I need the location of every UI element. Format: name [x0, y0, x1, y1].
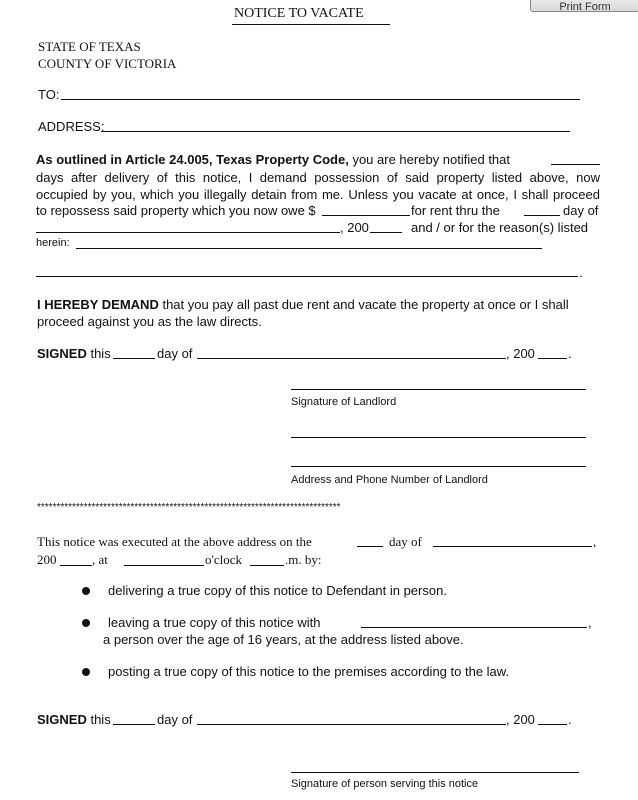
leave-comma: , — [588, 615, 592, 630]
signed2-period: . — [568, 712, 572, 727]
server-signature-field[interactable] — [291, 772, 579, 773]
exec-oclock-label: o'clock — [205, 552, 242, 567]
signed1-day-field[interactable] — [113, 358, 155, 359]
title-underline — [232, 24, 390, 25]
exec-line1b: day of — [389, 534, 422, 549]
signed1-bold: SIGNED — [37, 346, 87, 361]
exec-time-field[interactable] — [124, 565, 204, 566]
exec-year-label: 200 — [37, 552, 57, 567]
para1-line5b: and / or for the reason(s) listed — [411, 220, 589, 235]
reason-field-1[interactable] — [76, 248, 542, 249]
reason-field-2[interactable] — [36, 276, 578, 277]
exec-comma: , — [593, 534, 597, 549]
amount-owed-field[interactable] — [322, 215, 410, 216]
page-title: NOTICE TO VACATE — [234, 6, 364, 21]
signed2-dayof: day of — [157, 712, 193, 727]
para1-line1 — [36, 152, 510, 167]
address-field[interactable] — [101, 131, 570, 132]
signed2-year-field[interactable] — [538, 724, 567, 725]
leave-with-name-field[interactable] — [361, 627, 587, 628]
to-label: TO: — [38, 87, 60, 102]
article-reference: As outlined in Article 24.005, Texas Property Code, — [36, 152, 349, 167]
method-in-person: delivering a true copy of this notice to Defendant in person. — [108, 583, 447, 598]
para1-line3: occupied by you, which you illegally detain from me. Unless you vacate at once, I shall proceed — [36, 187, 600, 202]
server-signature-label: Signature of person serving this notice — [291, 778, 479, 790]
signed1-this: this — [90, 346, 111, 361]
para2-line1 — [37, 297, 569, 312]
signed1-dayof: day of — [157, 346, 193, 361]
signed2-month-field[interactable] — [197, 724, 506, 725]
exec-line1a: This notice was executed at the above address on the — [37, 534, 312, 549]
exec-month-field[interactable] — [433, 546, 592, 547]
print-form-button[interactable]: Print Form — [530, 0, 638, 12]
para2-line2: proceed against you as the law directs. — [37, 314, 262, 329]
signed2-bold: SIGNED — [37, 712, 87, 727]
rent-thru-day-field[interactable] — [524, 215, 560, 216]
bullet-icon — [82, 619, 90, 627]
para1-line5a: , 200 — [340, 220, 369, 235]
signed1-label — [37, 346, 111, 361]
exec-ampm-field[interactable] — [250, 565, 284, 566]
days-field[interactable] — [551, 164, 600, 165]
signed1-period: . — [568, 346, 572, 361]
rent-thru-month-field[interactable] — [36, 232, 340, 233]
para1-line2: days after delivery of this notice, I demand possession of said property listed above, now — [36, 170, 600, 185]
para1-line4c: day of — [563, 203, 599, 218]
rent-thru-year-field[interactable] — [370, 232, 402, 233]
state-label: STATE OF TEXAS — [38, 39, 141, 54]
landlord-signature-field[interactable] — [291, 389, 586, 390]
signed1-year-field[interactable] — [538, 358, 567, 359]
method-posting: posting a true copy of this notice to the premises according to the law. — [108, 664, 510, 679]
herein-label: herein: — [36, 237, 70, 249]
signed2-label — [37, 712, 111, 727]
exec-by-label: .m. by: — [285, 552, 322, 567]
para1-line1-text: you are hereby notified that — [352, 152, 511, 167]
bullet-icon — [82, 587, 90, 595]
exec-at-label: , at — [92, 552, 108, 567]
hereby-demand: I HEREBY DEMAND — [37, 297, 159, 312]
to-field[interactable] — [61, 99, 580, 100]
para2-line1-text: that you pay all past due rent and vacate the property at once or I shall — [162, 297, 569, 312]
signed2-day-field[interactable] — [113, 724, 155, 725]
exec-day-field[interactable] — [357, 546, 383, 547]
bullet-icon — [82, 668, 90, 676]
para1-line4a: to repossess said property which you now owe $ — [36, 203, 316, 218]
county-label: COUNTY OF VICTORIA — [38, 56, 177, 71]
method-leave-copy: leaving a true copy of this notice with — [108, 615, 321, 630]
landlord-address-label: Address and Phone Number of Landlord — [291, 474, 488, 486]
method-leave-copy-line2: a person over the age of 16 years, at the address listed above. — [103, 632, 464, 647]
landlord-address-field-2[interactable] — [291, 466, 586, 467]
asterisk-divider: ****************************************************************************** — [37, 502, 341, 513]
signed1-month-field[interactable] — [197, 358, 506, 359]
signed2-this: this — [90, 712, 111, 727]
reason-period: . — [579, 265, 583, 280]
landlord-address-field-1[interactable] — [291, 437, 586, 438]
signed2-year-label: , 200 — [506, 712, 535, 727]
exec-year-field[interactable] — [60, 565, 92, 566]
para1-line4b: for rent thru the — [411, 203, 500, 218]
signed1-year-label: , 200 — [506, 346, 535, 361]
address-label: ADDRESS: — [38, 119, 105, 134]
landlord-signature-label: Signature of Landlord — [291, 396, 397, 408]
